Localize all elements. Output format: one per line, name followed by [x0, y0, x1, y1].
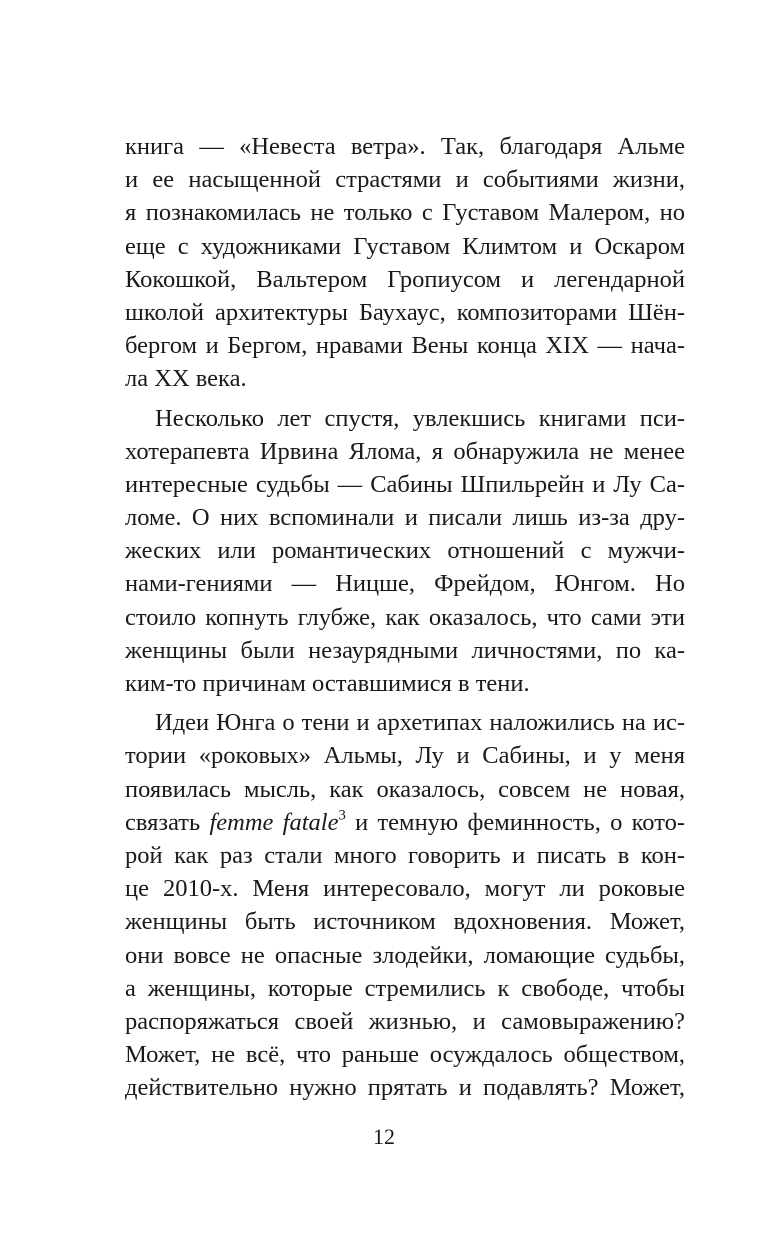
paragraph-2: [125, 402, 685, 701]
text-line: распоряжаться своей жизнью, и самовыражению?: [125, 1007, 685, 1035]
text-line: женщины были незаурядными личностями, по ка-: [125, 636, 685, 664]
body-text: [125, 130, 685, 1104]
text-line: женщины быть источником вдохновения. Может,: [125, 908, 685, 936]
line-prefix: связать: [125, 808, 210, 836]
text-line: интересные судьбы — Сабины Шпильрейн и Лу Са-: [125, 470, 685, 498]
text-line: книга — «Невеста ветра». Так, благодаря Альме: [125, 133, 685, 160]
text-line: Может, не всё, что раньше осуждалось обществом,: [125, 1041, 685, 1069]
text-line: хотерапевта Ирвина Ялома, я обнаружила не менее: [125, 437, 685, 465]
line-suffix: и темную феминность, о кото-: [345, 808, 685, 836]
text-line: а женщины, которые стремились к свободе, чтобы: [125, 974, 685, 1002]
text-line: ким-то причинам оставшимися в тени.: [125, 670, 530, 697]
text-line: тории «роковых» Альмы, Лу и Сабины, и у меня: [125, 742, 685, 770]
text-line: действительно нужно прятать и подавлять? Может,: [125, 1074, 685, 1102]
page-number: 12: [373, 1124, 395, 1149]
paragraph-1: [125, 130, 685, 396]
text-line: Кокошкой, Вальтером Гропиусом и легендарной: [125, 265, 685, 293]
text-line: ломе. О них вспоминали и писали лишь из-за дру-: [125, 504, 685, 532]
text-line-with-italic: [125, 806, 685, 839]
text-line: я познакомилась не только с Густавом Малером, но: [125, 199, 685, 227]
text-line: школой архитектуры Баухаус, композиторами Шён-: [125, 298, 685, 326]
text-line: нами-гениями — Ницше, Фрейдом, Юнгом. Но: [125, 570, 685, 598]
text-line: бергом и Бергом, нравами Вены конца XIX — нача-: [125, 332, 685, 360]
text-line: еще с художниками Густавом Климтом и Оскаром: [125, 232, 685, 260]
text-line: они вовсе не опасные злодейки, ломающие судьбы,: [125, 941, 685, 969]
text-line: жеских или романтических отношений с мужчи-: [125, 537, 685, 565]
text-line: и ее насыщенной страстями и событиями жизни,: [125, 166, 685, 194]
paragraph-3: [125, 706, 685, 1104]
text-line: появилась мысль, как оказалось, совсем не новая,: [125, 775, 685, 803]
text-line: Идеи Юнга о тени и архетипах наложились на ис-: [155, 709, 685, 737]
footnote-marker[interactable]: 3: [338, 807, 346, 824]
text-line: рой как раз стали много говорить и писать в кон-: [125, 841, 685, 869]
text-line: Несколько лет спустя, увлекшись книгами пси-: [155, 404, 685, 432]
text-line: стоило копнуть глубже, как оказалось, что сами эти: [125, 603, 685, 631]
text-line: ла XX века.: [125, 365, 247, 393]
italic-term: femme fatale: [209, 808, 339, 836]
text-line: це 2010-х. Меня интересовало, могут ли роковые: [125, 875, 685, 903]
